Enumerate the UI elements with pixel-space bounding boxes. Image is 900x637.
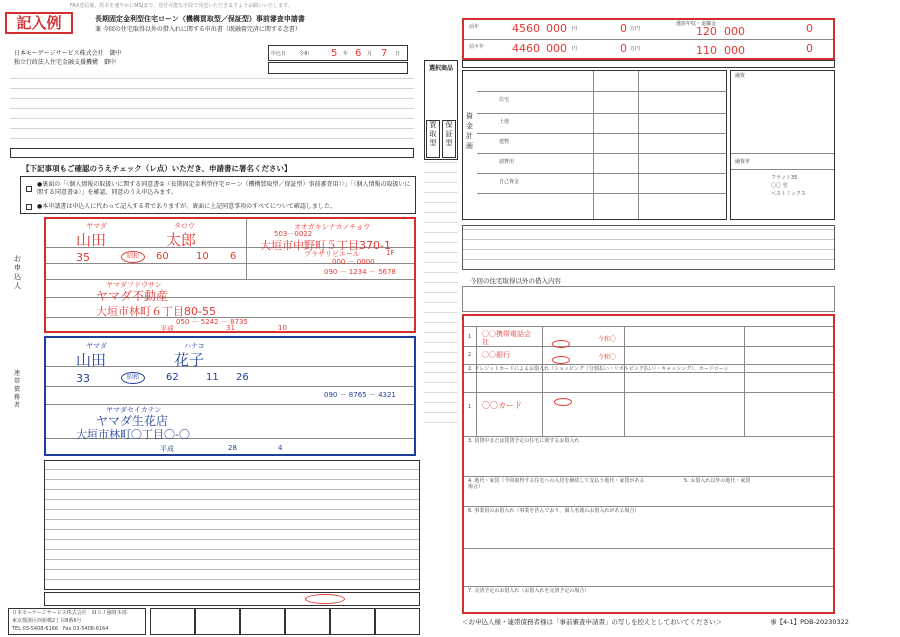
card-row-num: 1: [468, 404, 472, 410]
applicant-birth-era[interactable]: 昭和: [121, 251, 145, 263]
mortgage-row-era[interactable]: 令和〇: [598, 354, 617, 361]
section7-label: 7. 完済予定のお借入れ（お借入れを完済予定の場合）: [468, 588, 590, 594]
applicant-address[interactable]: 大垣市中野町５丁目370-1: [260, 239, 391, 252]
stamp-box: [240, 608, 285, 635]
man-yen-unit: 万円: [630, 46, 641, 52]
co-applicant-birth-era[interactable]: 昭和: [121, 372, 145, 384]
fund-plan-table: [462, 70, 727, 220]
applicant-kana-sei[interactable]: ヤマダ: [86, 222, 107, 230]
applicant-join-era[interactable]: 平成: [160, 325, 174, 333]
income-prev2-label: 前々年: [469, 44, 485, 50]
stamp-box: [285, 608, 330, 635]
applicant-address-kana[interactable]: オオガキシナカノチョウ: [294, 223, 371, 231]
man-yen-unit: 万円: [630, 26, 641, 32]
co-applicant-join-era[interactable]: 平成: [160, 445, 174, 453]
applicant-birth-day[interactable]: 6: [230, 251, 237, 262]
relationship-circle[interactable]: [305, 594, 345, 604]
date-label: 申込日: [271, 51, 287, 57]
tax-prev[interactable]: 120: [696, 25, 717, 38]
co-applicant-name-mei[interactable]: 花子: [174, 351, 205, 369]
date-sub-box: [268, 62, 408, 74]
applicant-employer[interactable]: ヤマダ不動産: [96, 289, 169, 303]
applicant-phone-home[interactable]: 000 － 0000: [332, 258, 375, 266]
day-unit: 日: [395, 51, 401, 57]
applicant-building[interactable]: プラザリビエール: [304, 250, 360, 258]
fund-item: 自己資金: [499, 179, 520, 185]
addressee-msj: 日本モーゲージサービス株式会社 御中: [14, 50, 122, 57]
applicant-phone-mobile[interactable]: 090 － 1234 － 5678: [324, 268, 396, 276]
co-applicant-join-month[interactable]: 4: [278, 444, 283, 452]
mortgage-circle[interactable]: [552, 356, 570, 364]
income-unit: 円: [572, 26, 578, 32]
mortgage-row-lender[interactable]: 〇〇銀行: [482, 351, 510, 359]
mortgage-row-num: 2: [468, 352, 472, 358]
applicant-kana-mei[interactable]: タロウ: [174, 222, 195, 230]
income-prev2-sub[interactable]: 000: [546, 42, 567, 55]
month-unit: 月: [367, 51, 373, 57]
check-box: [20, 176, 416, 214]
applicant-name-sei[interactable]: 山田: [76, 231, 107, 249]
check-item-2: ●本申請書は申込人に代わって記入する者でありますが、裏面に上記同意事項のすべてについて確認しました。: [37, 203, 336, 210]
sample-label: 記入例: [5, 12, 73, 34]
income-prev[interactable]: 4560: [512, 22, 540, 35]
income-unit: 円: [572, 46, 578, 52]
other-prev-right[interactable]: 0: [806, 22, 813, 35]
co-applicant-phone-mobile[interactable]: 090 － 8765 － 4321: [324, 391, 396, 399]
applicant-join-year[interactable]: 31: [226, 324, 235, 332]
applicant-birth-year[interactable]: 60: [156, 251, 169, 262]
applicant-age[interactable]: 35: [76, 251, 90, 264]
fine-print-block: [10, 78, 414, 158]
rate-item: ベストミックス: [771, 191, 806, 197]
section2-label: 2. クレジットカードによるお借入れ（ショッピング（分割払い・リボルビング払い）・キャッシング）、カードローン: [468, 366, 729, 372]
agent-section: [462, 225, 835, 270]
co-applicant-employer-address[interactable]: 大垣市林町〇丁目〇-〇: [76, 428, 190, 441]
co-applicant-kana-sei[interactable]: ヤマダ: [86, 342, 107, 350]
applicant-birth-month[interactable]: 10: [196, 251, 209, 262]
loan-label: 融資: [735, 73, 746, 79]
consent-checkbox-2[interactable]: [26, 204, 32, 210]
card-row-lender[interactable]: 〇〇カード: [482, 401, 522, 410]
section3-label: 3. 賃貸中または賃貸予定の住宅に関するお借入れ: [468, 438, 580, 444]
rate-item: フラット35: [771, 175, 798, 181]
rate-label: 融資率: [735, 159, 751, 165]
tax-prev-sub[interactable]: 000: [724, 25, 745, 38]
rate-item: 〇〇 型: [771, 183, 788, 189]
hosho-option[interactable]: 保証型: [442, 120, 456, 158]
other-prev2[interactable]: 0: [620, 42, 627, 55]
check-item-1: ●裏面の「〈個人情報の取扱いに関する同意書①（長期固定金利型住宅ローン（機構買取型／保証型）事前審査用）〉」「〈個人情報の取扱いに関する同意書②〉」を確認、同意のうえ申込みます。: [37, 181, 411, 196]
income-prev-label: 前年: [469, 24, 480, 30]
loan-options-box: [730, 70, 835, 220]
footer-tel: TEL 03-5408-6166 Fax 03-5408-6164: [12, 626, 109, 632]
co-applicant-side-label: 連帯債務者: [14, 370, 21, 409]
section4-label: 4. 地代・家賃（今回取得する住宅への入居を継続して支払う地代・家賃がある場合）: [468, 478, 645, 490]
stamp-box: [195, 608, 240, 635]
property-info-table: [44, 460, 420, 590]
consent-checkbox-1[interactable]: [26, 186, 32, 192]
form-title: 長期固定金利型住宅ローン（機構買取型／保証型）事前審査申請書: [95, 15, 305, 23]
co-applicant-age[interactable]: 33: [76, 372, 90, 385]
fax-note: FAX送信後、原本を速やかにMSJまで、送付可能な手段で発送いただきますようお願いいたします。: [70, 3, 293, 9]
stamp-row: [150, 608, 420, 635]
section5-label: 5. お借入れ以外の地代・家賃: [684, 478, 751, 484]
co-applicant-employer[interactable]: ヤマダ生花店: [96, 414, 169, 428]
stamp-box: [375, 608, 420, 635]
date-box: [268, 45, 408, 61]
tax-prev2-sub[interactable]: 000: [724, 44, 745, 57]
fund-item: 建物: [499, 139, 510, 145]
other-loans-section: [462, 314, 835, 614]
co-applicant-section: [44, 336, 416, 456]
footer-address: 東京都港区西新橋2丁目8番6号: [12, 618, 82, 624]
addressee-jhf: 独立行政法人住宅金融支援機構 御中: [14, 59, 117, 66]
co-applicant-name-sei[interactable]: 山田: [76, 351, 107, 369]
year-unit: 年: [343, 51, 349, 57]
other-prev2-right[interactable]: 0: [806, 42, 813, 55]
section6-label: 6. 事業用のお借入れ（事業を営んでおり、個人名義のお借入れがある場合）: [468, 508, 640, 514]
co-applicant-join-year[interactable]: 28: [228, 444, 237, 452]
fund-label: 資金計画: [466, 112, 473, 150]
kaitori-option[interactable]: 買取型: [426, 120, 440, 158]
date-year[interactable]: 5: [331, 48, 338, 59]
co-applicant-birth-day[interactable]: 26: [236, 372, 249, 383]
tax-prev2[interactable]: 110: [696, 44, 717, 57]
date-month[interactable]: 6: [355, 48, 362, 59]
stamp-box: [150, 608, 195, 635]
income-prev-sub[interactable]: 000: [546, 22, 567, 35]
income-section: [462, 18, 835, 60]
date-era: 令和: [299, 51, 310, 57]
income-type-row: [462, 60, 835, 68]
partner-row: [10, 148, 414, 158]
check-heading: 【下記事項もご確認のうえチェック（レ点）いただき、申請書に署名ください】: [22, 164, 292, 173]
footer-company: 日本モーゲージサービス株式会社 ＭＳＪ融資本部: [12, 610, 127, 616]
mortgage-row-num: 1: [468, 334, 472, 340]
applicant-section: [44, 217, 416, 333]
mortgage-circle[interactable]: [552, 340, 570, 348]
applicant-name-mei[interactable]: 太郎: [166, 231, 197, 249]
co-applicant-kana-mei[interactable]: ハナコ: [184, 342, 205, 350]
relationship-row: [44, 592, 420, 606]
fund-item: 住宅: [499, 97, 510, 103]
other-loans-heading: 今回の住宅取得以外の借入内容: [470, 277, 561, 285]
card-circle[interactable]: [554, 398, 572, 406]
co-applicant-employer-kana[interactable]: ヤマダセイカテン: [106, 406, 162, 414]
fund-item: 諸費用: [499, 159, 515, 165]
mortgage-row-era[interactable]: 令和〇: [598, 336, 617, 343]
company-footer: [8, 608, 146, 635]
applicant-employer-address[interactable]: 大垣市林町６丁目80-55: [96, 305, 216, 318]
form-subtitle: 兼 今回の住宅取得以外の借入れに関する申出書（既融資完済に関する念書）: [95, 26, 301, 33]
applicant-room[interactable]: 1F: [386, 249, 395, 257]
form-code: 事【4-1】PDB-20230322: [770, 618, 849, 626]
copy-note: ＜お申込人様・連帯債務者様は「事前審査申請書」の写しを控えとしておいてください＞: [462, 618, 722, 626]
income-prev2[interactable]: 4460: [512, 42, 540, 55]
co-applicant-birth-year[interactable]: 62: [166, 372, 179, 383]
co-applicant-birth-month[interactable]: 11: [206, 372, 219, 383]
product-label: 選択商品: [428, 65, 453, 72]
tax-label: 遺族年収・退職金: [676, 21, 717, 27]
stamp-box: [330, 608, 375, 635]
fund-item: 土地: [499, 119, 510, 125]
other-prev[interactable]: 0: [620, 22, 627, 35]
applicant-employer-phone[interactable]: 050 － 5242 － 8735: [176, 318, 248, 326]
date-day[interactable]: 7: [381, 48, 388, 59]
applicant-postal[interactable]: 503－0022: [274, 230, 313, 238]
applicant-employer-kana[interactable]: ヤマダフドウサン: [106, 281, 162, 289]
mortgage-row-lender[interactable]: 〇〇携帯電話会社: [482, 330, 531, 346]
notes-column: [424, 162, 458, 432]
applicant-side-label: お申込人: [14, 255, 21, 290]
applicant-join-month[interactable]: 10: [278, 324, 287, 332]
other-loans-intro: [462, 286, 835, 312]
